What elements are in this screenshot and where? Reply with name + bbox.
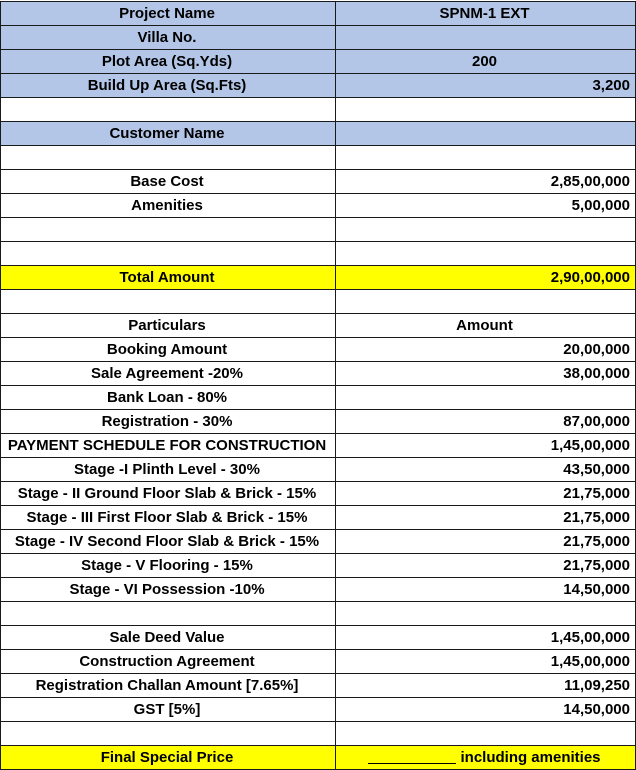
- schedule-row: [1, 338, 636, 362]
- schedule-label: Sale Agreement -20%: [1, 362, 336, 386]
- build-up-area-label: Build Up Area (Sq.Fts): [1, 74, 336, 98]
- villa-no-label: Villa No.: [1, 26, 336, 50]
- deed-label: GST [5%]: [1, 698, 336, 722]
- blank-cell[interactable]: [336, 146, 636, 170]
- schedule-value[interactable]: 1,45,00,000: [336, 434, 636, 458]
- build-up-area-value[interactable]: 3,200: [336, 74, 636, 98]
- schedule-row: [1, 410, 636, 434]
- row-base-cost: [1, 170, 636, 194]
- blank-cell[interactable]: [1, 290, 336, 314]
- row-total-amount: [1, 266, 636, 290]
- blank-cell[interactable]: [1, 146, 336, 170]
- deed-value[interactable]: 1,45,00,000: [336, 650, 636, 674]
- blank-row: [1, 242, 636, 266]
- row-plot-area: [1, 50, 636, 74]
- blank-cell[interactable]: [336, 218, 636, 242]
- schedule-label: Stage - VI Possession -10%: [1, 578, 336, 602]
- row-build-up-area: [1, 74, 636, 98]
- row-villa-no: [1, 26, 636, 50]
- blank-row: [1, 98, 636, 122]
- schedule-label: Bank Loan - 80%: [1, 386, 336, 410]
- villa-no-value[interactable]: [336, 26, 636, 50]
- blank-cell[interactable]: [336, 722, 636, 746]
- schedule-label: Stage - II Ground Floor Slab & Brick - 15%: [1, 482, 336, 506]
- schedule-row: [1, 434, 636, 458]
- amount-header: Amount: [336, 314, 636, 338]
- deed-row: [1, 626, 636, 650]
- blank-cell[interactable]: [1, 722, 336, 746]
- schedule-label: Stage - III First Floor Slab & Brick - 15%: [1, 506, 336, 530]
- deed-row: [1, 698, 636, 722]
- schedule-label: Stage -I Plinth Level - 30%: [1, 458, 336, 482]
- final-price-suffix: including amenities: [460, 748, 601, 766]
- schedule-value[interactable]: 87,00,000: [336, 410, 636, 434]
- final-price-value[interactable]: [336, 746, 636, 770]
- plot-area-label: Plot Area (Sq.Yds): [1, 50, 336, 74]
- schedule-value[interactable]: 21,75,000: [336, 530, 636, 554]
- customer-name-label: Customer Name: [1, 122, 336, 146]
- blank-cell[interactable]: [336, 98, 636, 122]
- base-cost-value[interactable]: 2,85,00,000: [336, 170, 636, 194]
- schedule-value[interactable]: [336, 386, 636, 410]
- total-amount-value[interactable]: 2,90,00,000: [336, 266, 636, 290]
- schedule-row: [1, 482, 636, 506]
- schedule-value[interactable]: 21,75,000: [336, 482, 636, 506]
- schedule-label: Registration - 30%: [1, 410, 336, 434]
- row-customer-name: [1, 122, 636, 146]
- blank-cell[interactable]: [336, 290, 636, 314]
- schedule-row: [1, 554, 636, 578]
- schedule-value[interactable]: 21,75,000: [336, 554, 636, 578]
- schedule-row: [1, 362, 636, 386]
- schedule-row: [1, 386, 636, 410]
- deed-value[interactable]: 14,50,000: [336, 698, 636, 722]
- schedule-row: [1, 506, 636, 530]
- price-sheet: [0, 1, 636, 770]
- blank-cell[interactable]: [1, 242, 336, 266]
- schedule-value[interactable]: 43,50,000: [336, 458, 636, 482]
- plot-area-value[interactable]: 200: [336, 50, 636, 74]
- schedule-value[interactable]: 14,50,000: [336, 578, 636, 602]
- schedule-label: Stage - IV Second Floor Slab & Brick - 15%: [1, 530, 336, 554]
- row-amenities: [1, 194, 636, 218]
- blank-row: [1, 146, 636, 170]
- customer-name-value[interactable]: [336, 122, 636, 146]
- fill-in-blank-line[interactable]: [368, 749, 456, 764]
- blank-row: [1, 290, 636, 314]
- deed-row: [1, 674, 636, 698]
- schedule-value[interactable]: 20,00,000: [336, 338, 636, 362]
- project-name-label: Project Name: [1, 2, 336, 26]
- blank-row: [1, 218, 636, 242]
- blank-cell[interactable]: [1, 98, 336, 122]
- row-project-name: [1, 2, 636, 26]
- final-price-label: Final Special Price: [1, 746, 336, 770]
- deed-label: Registration Challan Amount [7.65%]: [1, 674, 336, 698]
- particulars-header: Particulars: [1, 314, 336, 338]
- blank-cell[interactable]: [1, 602, 336, 626]
- deed-value[interactable]: 11,09,250: [336, 674, 636, 698]
- blank-row: [1, 722, 636, 746]
- blank-cell[interactable]: [336, 602, 636, 626]
- blank-row: [1, 602, 636, 626]
- schedule-value[interactable]: 38,00,000: [336, 362, 636, 386]
- schedule-value[interactable]: 21,75,000: [336, 506, 636, 530]
- base-cost-label: Base Cost: [1, 170, 336, 194]
- schedule-label: Stage - V Flooring - 15%: [1, 554, 336, 578]
- deed-row: [1, 650, 636, 674]
- deed-label: Construction Agreement: [1, 650, 336, 674]
- schedule-row: [1, 578, 636, 602]
- schedule-label: Booking Amount: [1, 338, 336, 362]
- blank-cell[interactable]: [336, 242, 636, 266]
- schedule-row: [1, 530, 636, 554]
- total-amount-label: Total Amount: [1, 266, 336, 290]
- deed-value[interactable]: 1,45,00,000: [336, 626, 636, 650]
- deed-label: Sale Deed Value: [1, 626, 336, 650]
- schedule-row: [1, 458, 636, 482]
- amenities-label: Amenities: [1, 194, 336, 218]
- blank-cell[interactable]: [1, 218, 336, 242]
- schedule-label: PAYMENT SCHEDULE FOR CONSTRUCTION: [1, 434, 336, 458]
- project-name-value[interactable]: SPNM-1 EXT: [336, 2, 636, 26]
- row-final-special-price: [1, 746, 636, 770]
- schedule-header-row: [1, 314, 636, 338]
- amenities-value[interactable]: 5,00,000: [336, 194, 636, 218]
